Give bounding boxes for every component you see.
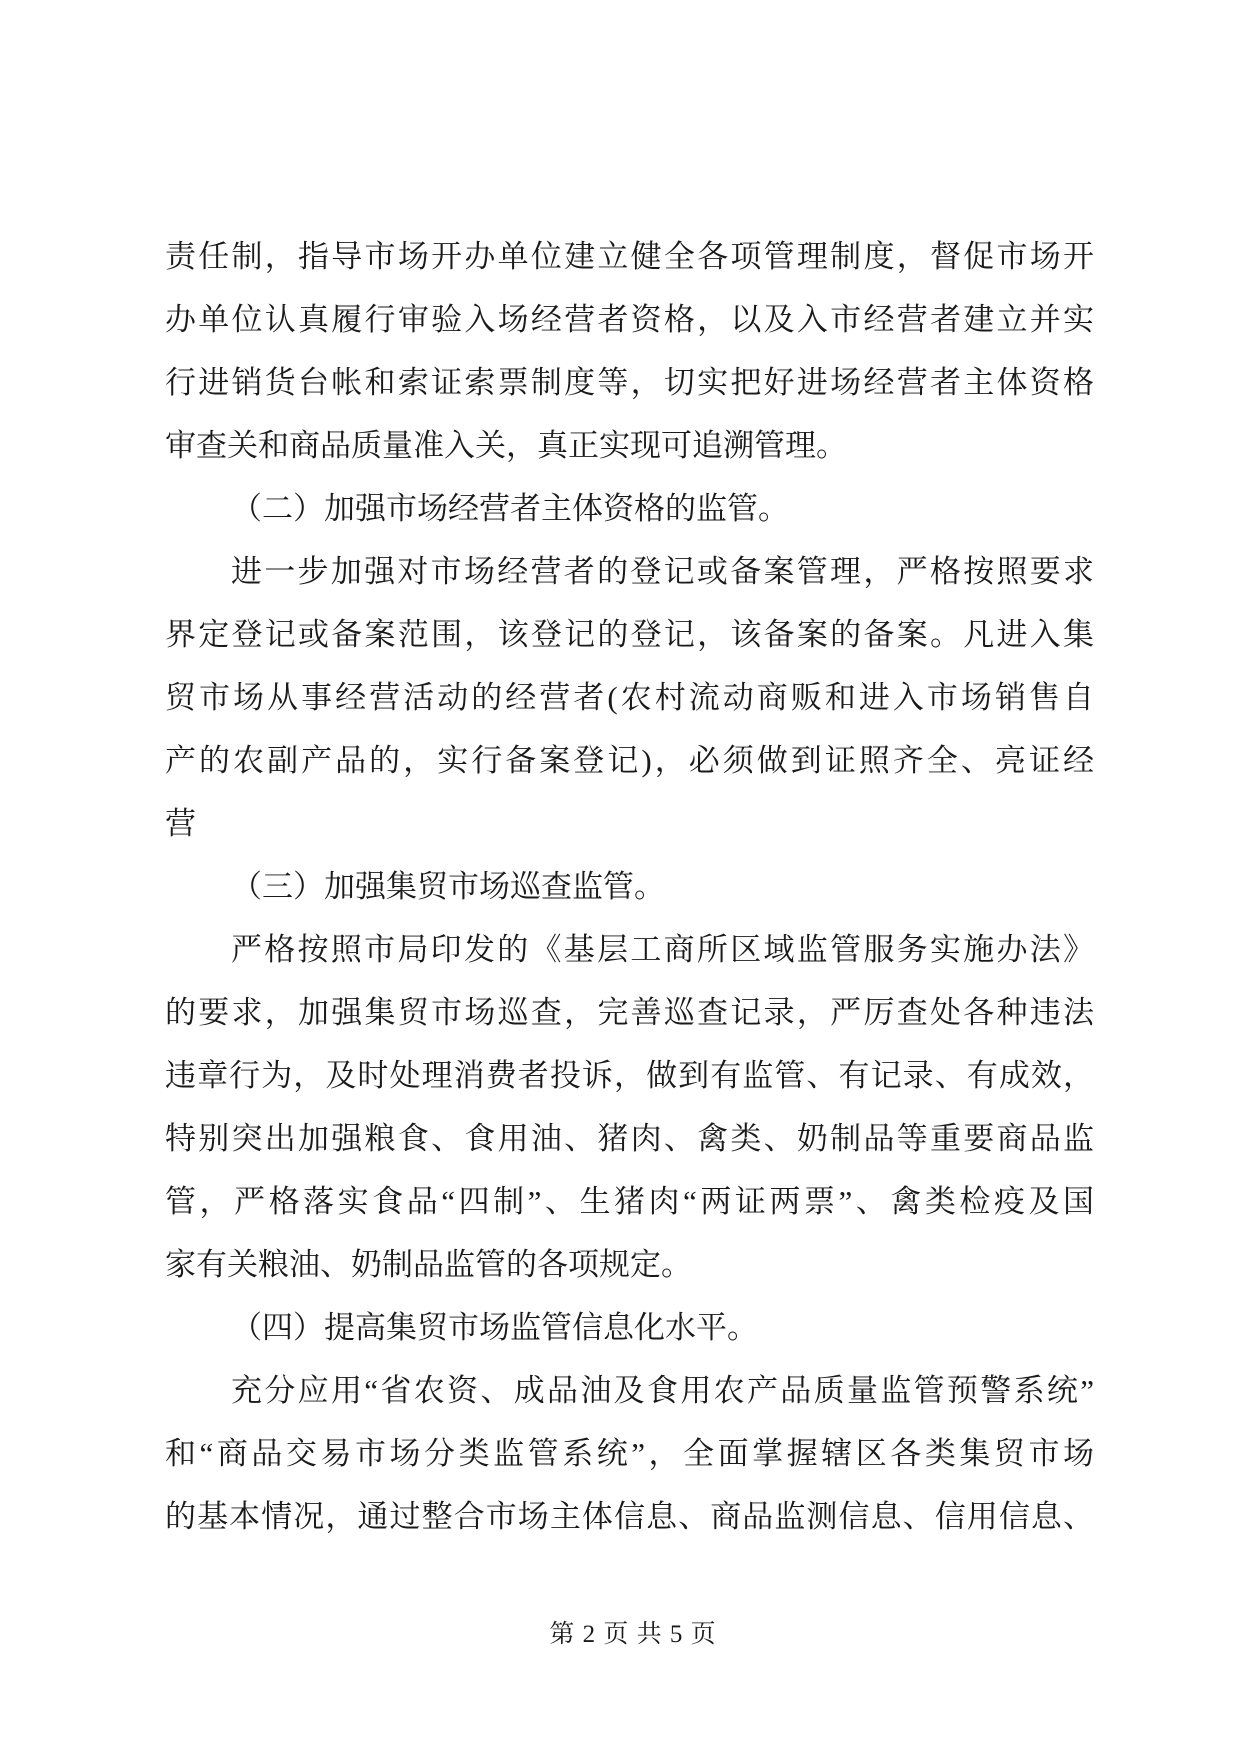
text-line: 和“商品交易市场分类监管系统”，全面掌握辖区各类集贸市场 (165, 1436, 1094, 1471)
text-line: 行进销货台帐和索证索票制度等，切实把好进场经营者主体资格 (165, 365, 1094, 400)
text-line: 违章行为，及时处理消费者投诉，做到有监管、有记录、有成效， (165, 1058, 1094, 1093)
text-line: 严格按照市局印发的《基层工商所区域监管服务实施办法》 (231, 932, 1094, 967)
text-line: 营 (165, 806, 196, 841)
text-line: 界定登记或备案范围，该登记的登记，该备案的备案。凡进入集 (165, 617, 1094, 652)
page-footer: 第 2 页 共 5 页 (549, 1621, 717, 1648)
text-line: 的要求，加强集贸市场巡查，完善巡查记录，严厉查处各种违法 (165, 995, 1094, 1030)
text-line: 产的农副产品的，实行备案登记)，必须做到证照齐全、亮证经 (165, 743, 1094, 778)
text-line: 特别突出加强粮食、食用油、猪肉、禽类、奶制品等重要商品监 (165, 1121, 1094, 1156)
section-heading-2: （二）加强市场经营者主体资格的监管。 (231, 491, 789, 526)
text-line: 管，严格落实食品“四制”、生猪肉“两证两票”、禽类检疫及国 (165, 1184, 1094, 1219)
text-line: 责任制，指导市场开办单位建立健全各项管理制度，督促市场开 (165, 239, 1094, 274)
section-heading-3: （三）加强集贸市场巡查监管。 (231, 869, 665, 904)
text-line: 进一步加强对市场经营者的登记或备案管理，严格按照要求 (231, 554, 1094, 589)
text-line: 充分应用“省农资、成品油及食用农产品质量监管预警系统” (231, 1373, 1094, 1408)
document-body (165, 225, 1094, 1548)
text-line: 家有关粮油、奶制品监管的各项规定。 (165, 1247, 692, 1282)
text-line: 的基本情况，通过整合市场主体信息、商品监测信息、信用信息、 (165, 1499, 1094, 1534)
text-line: 办单位认真履行审验入场经营者资格，以及入市经营者建立并实 (165, 302, 1094, 337)
section-heading-4: （四）提高集贸市场监管信息化水平。 (231, 1310, 758, 1345)
text-line: 贸市场从事经营活动的经营者(农村流动商贩和进入市场销售自 (165, 680, 1094, 715)
text-line: 审查关和商品质量准入关，真正实现可追溯管理。 (165, 428, 847, 463)
